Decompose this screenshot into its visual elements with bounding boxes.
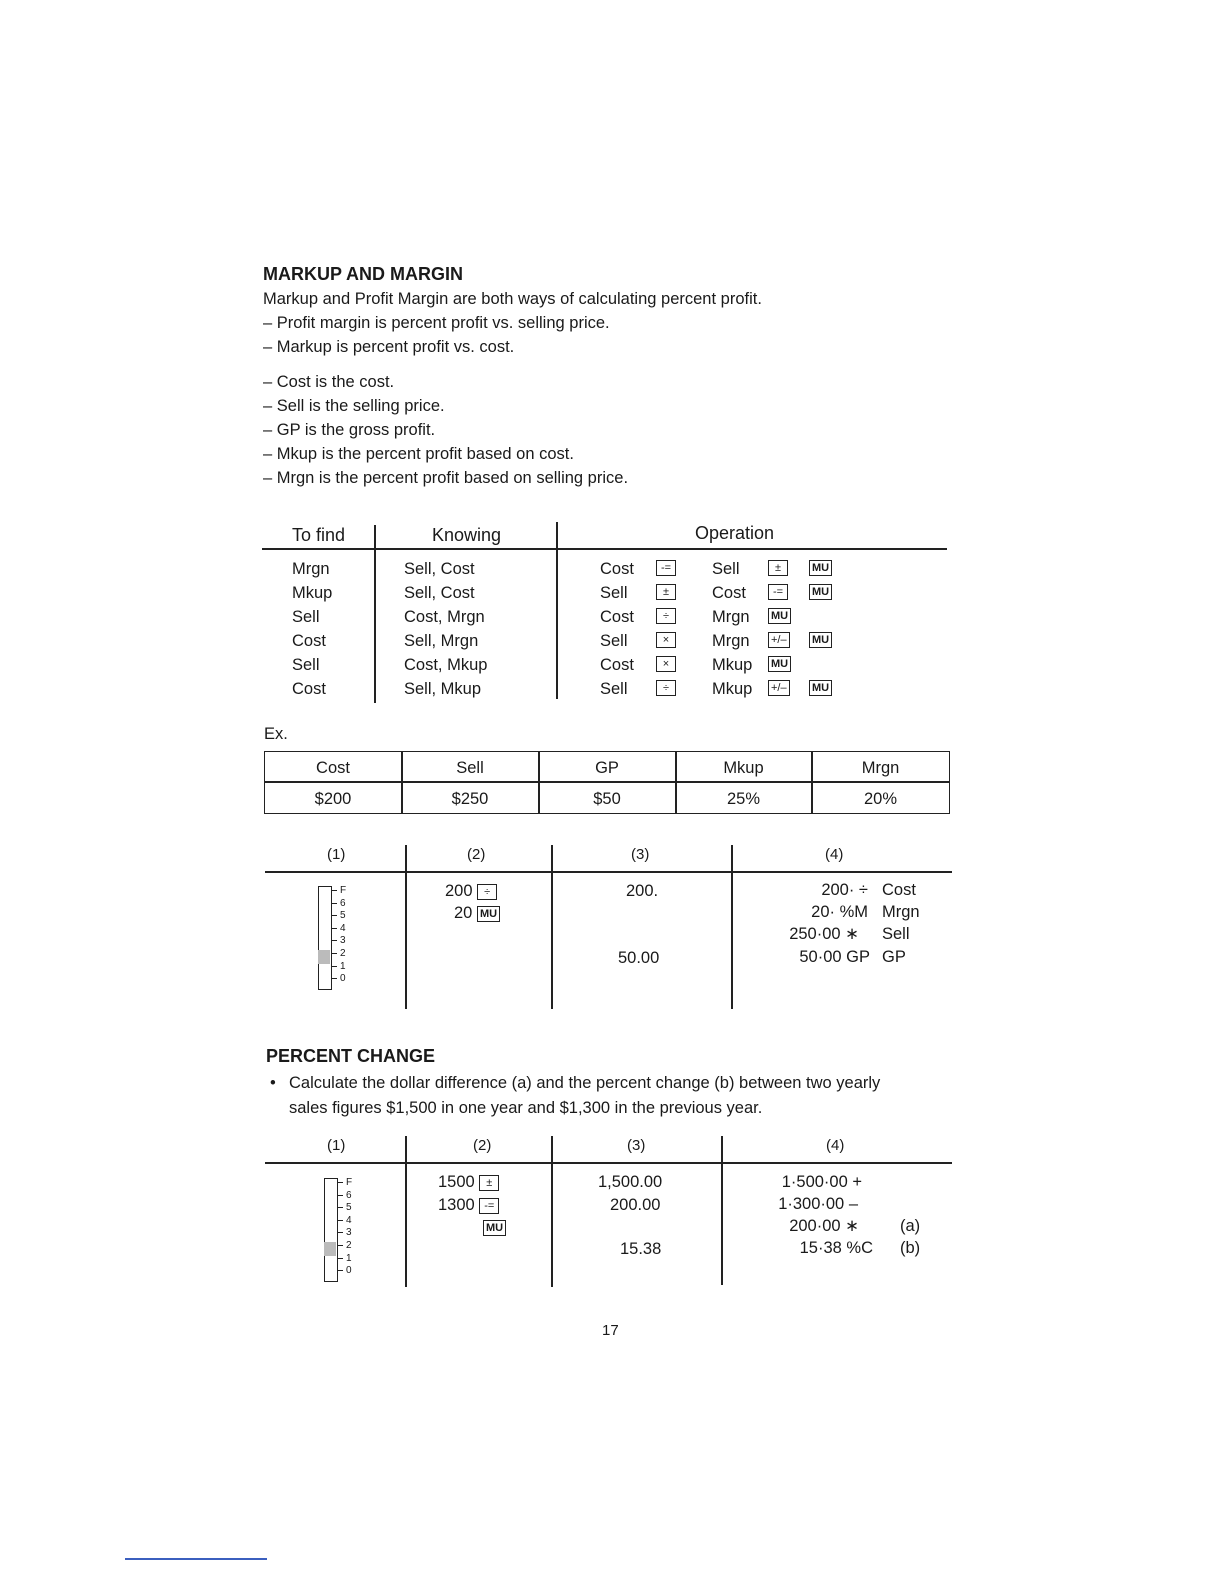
example-value-sell: $250 — [451, 790, 489, 808]
divide-key-icon: ÷ — [656, 608, 676, 624]
gauge-tick — [332, 978, 337, 979]
header-operation: Operation — [695, 523, 775, 543]
steps1-display: 50.00 — [618, 949, 660, 967]
footer-link-underline — [125, 1558, 267, 1560]
ops-find-cell: Mkup — [292, 584, 333, 602]
percent-change-text-1: Calculate the dollar difference (a) and the percent change (b) between two yearly — [289, 1074, 881, 1092]
mu-key-icon: MU — [809, 560, 832, 576]
mu-key-icon: MU — [768, 656, 791, 672]
steps1-entry — [454, 901, 500, 925]
bullet-sell: – Sell is the selling price. — [263, 397, 445, 415]
example-header-mrgn: Mrgn — [861, 759, 900, 777]
gauge-tick — [338, 1245, 343, 1246]
gauge-label: 2 — [346, 1240, 352, 1251]
steps2-display: 1,500.00 — [598, 1173, 663, 1191]
mu-key-icon: MU — [483, 1220, 506, 1236]
tape-value: 20· %M — [811, 903, 868, 921]
steps2-divider — [551, 1136, 553, 1287]
example-value-mrgn: 20% — [863, 790, 898, 808]
gauge-tick — [338, 1258, 343, 1259]
ops-operand-a: Sell — [600, 632, 628, 650]
tape-label: (b) — [900, 1239, 921, 1257]
gauge-selected-position — [324, 1242, 336, 1256]
gauge-tick — [338, 1195, 343, 1196]
example-header-gp: GP — [595, 759, 619, 777]
example-label: Ex. — [264, 725, 288, 743]
gauge-label: 3 — [340, 935, 346, 947]
ops-find-cell: Cost — [292, 680, 326, 698]
bullet-markup: – Markup is percent profit vs. cost. — [263, 338, 515, 356]
bullet-dot: • — [270, 1074, 276, 1092]
ops-operand-b: Mkup — [712, 680, 753, 698]
minus-equal-key-icon: -= — [768, 584, 788, 600]
steps1-header-rule — [265, 871, 952, 873]
percent-change-text-2: sales figures $1,500 in one year and $1,300 in the previous year. — [289, 1099, 763, 1117]
gauge-selected-position — [318, 950, 330, 964]
multiply-key-icon: × — [656, 656, 676, 672]
gauge-label: 0 — [340, 973, 346, 985]
entry-number: 200 — [445, 882, 473, 900]
steps1-divider — [551, 845, 553, 1009]
example-table — [264, 751, 950, 814]
minus-equal-key-icon: -= — [479, 1198, 499, 1214]
steps1-header-4: (4) — [825, 846, 844, 863]
gauge-label: 2 — [340, 948, 346, 959]
section-title-percent-change: PERCENT CHANGE — [266, 1046, 436, 1066]
ops-operand-a: Cost — [600, 560, 634, 578]
gauge-label: 4 — [340, 922, 346, 934]
ops-find-cell: Sell — [292, 608, 320, 626]
plus-equal-key-icon: ± — [656, 584, 676, 600]
page-number: 17 — [602, 1322, 619, 1339]
mu-key-icon: MU — [768, 608, 791, 624]
steps2-entry — [438, 1193, 499, 1217]
tape-label: Cost — [882, 881, 916, 899]
gauge-tick — [332, 940, 337, 941]
steps2-entry — [483, 1215, 506, 1239]
ops-knowing-cell: Sell, Cost — [404, 584, 475, 602]
minus-equal-key-icon: -= — [656, 560, 676, 576]
ops-knowing-cell: Sell, Mkup — [404, 680, 482, 698]
gauge-tick — [332, 966, 337, 967]
steps1-header-2: (2) — [467, 846, 486, 863]
plus-equal-key-icon: ± — [479, 1175, 499, 1191]
gauge-label: 5 — [346, 1202, 352, 1214]
ops-operand-b: Cost — [712, 584, 746, 602]
tape-value: 1·300·00 – — [778, 1195, 858, 1213]
bullet-cost: – Cost is the cost. — [263, 373, 395, 391]
intro-text: Markup and Profit Margin are both ways of calculating percent profit. — [263, 290, 762, 308]
divide-key-icon: ÷ — [656, 680, 676, 696]
ops-operand-a: Sell — [600, 584, 628, 602]
gauge-tick — [332, 890, 337, 891]
gauge-tick — [332, 928, 337, 929]
steps2-header-1: (1) — [327, 1137, 346, 1154]
gauge-tick — [338, 1270, 343, 1271]
example-value-gp: $50 — [593, 790, 621, 808]
gauge-label: 6 — [346, 1189, 352, 1201]
steps2-divider — [405, 1136, 407, 1287]
ops-operand-b: Mrgn — [712, 608, 750, 626]
section-title-markup-margin: MARKUP AND MARGIN — [263, 264, 463, 284]
tape-label: Mrgn — [882, 903, 920, 921]
steps1-entry — [445, 879, 497, 903]
gauge-label: 5 — [340, 910, 346, 922]
example-value-cost: $200 — [314, 790, 352, 808]
change-sign-key-icon: +/– — [768, 632, 790, 648]
gauge-tick — [338, 1220, 343, 1221]
bullet-profit-margin: – Profit margin is percent profit vs. selling price. — [263, 314, 610, 332]
example-header-mkup: Mkup — [723, 759, 764, 777]
ops-operand-b: Mkup — [712, 656, 753, 674]
steps1-divider — [405, 845, 407, 1009]
gauge-label: 4 — [346, 1214, 352, 1226]
bullet-mkup: – Mkup is the percent profit based on cost. — [263, 445, 574, 463]
ops-knowing-cell: Sell, Cost — [404, 560, 475, 578]
ops-find-cell: Sell — [292, 656, 320, 674]
example-row-rule — [265, 781, 949, 783]
ops-operand-a: Cost — [600, 608, 634, 626]
steps1-display: 200. — [626, 882, 659, 900]
plus-equal-key-icon: ± — [768, 560, 788, 576]
steps2-header-4: (4) — [826, 1137, 845, 1154]
steps2-header-rule — [265, 1162, 952, 1164]
tape-label: Sell — [882, 925, 910, 943]
ops-operand-b: Mrgn — [712, 632, 750, 650]
ops-knowing-cell: Sell, Mrgn — [404, 632, 479, 650]
steps2-display: 200.00 — [610, 1196, 661, 1214]
tape-value: 200·00 ∗ — [789, 1217, 859, 1235]
steps2-header-3: (3) — [627, 1137, 646, 1154]
gauge-label: 1 — [346, 1252, 352, 1264]
gauge-tick — [332, 915, 337, 916]
steps1-divider — [731, 845, 733, 1009]
ops-header-rule — [262, 548, 947, 550]
ops-find-cell: Cost — [292, 632, 326, 650]
gauge-bar — [324, 1178, 338, 1282]
ops-knowing-cell: Cost, Mrgn — [404, 608, 485, 626]
steps2-divider — [721, 1136, 723, 1285]
mu-key-icon: MU — [809, 632, 832, 648]
bullet-mrgn: – Mrgn is the percent profit based on selling price. — [263, 469, 629, 487]
gauge-label: 3 — [346, 1227, 352, 1239]
mu-key-icon: MU — [477, 906, 500, 922]
ops-find-cell: Mrgn — [292, 560, 330, 578]
entry-number: 1500 — [438, 1173, 475, 1191]
example-header-sell: Sell — [456, 759, 484, 777]
example-value-mkup: 25% — [726, 790, 761, 808]
bullet-gp: – GP is the gross profit. — [263, 421, 436, 439]
gauge-label: 6 — [340, 897, 346, 909]
gauge-tick — [332, 953, 337, 954]
gauge-tick — [332, 903, 337, 904]
gauge-label: F — [346, 1177, 353, 1188]
tape-value: 50·00 GP — [799, 948, 870, 966]
ops-knowing-cell: Cost, Mkup — [404, 656, 488, 674]
divide-key-icon: ÷ — [477, 884, 497, 900]
mu-key-icon: MU — [809, 584, 832, 600]
tape-value: 200· ÷ — [821, 881, 868, 899]
steps2-header-2: (2) — [473, 1137, 492, 1154]
entry-number: 1300 — [438, 1196, 475, 1214]
ops-operand-a: Sell — [600, 680, 628, 698]
gauge-tick — [338, 1182, 343, 1183]
multiply-key-icon: × — [656, 632, 676, 648]
change-sign-key-icon: +/– — [768, 680, 790, 696]
steps2-display: 15.38 — [620, 1240, 662, 1258]
tape-value: 250·00 ∗ — [789, 925, 859, 943]
ops-divider-2 — [556, 522, 558, 699]
steps2-entry — [438, 1170, 499, 1194]
ops-divider-1 — [374, 525, 376, 703]
gauge-tick — [338, 1232, 343, 1233]
gauge-bar — [318, 886, 332, 990]
ops-operand-a: Cost — [600, 656, 634, 674]
mu-key-icon: MU — [809, 680, 832, 696]
header-to-find: To find — [292, 525, 346, 545]
tape-value: 1·500·00 + — [781, 1173, 862, 1191]
tape-value: 15·38 %C — [799, 1239, 873, 1257]
entry-number: 20 — [454, 904, 473, 922]
gauge-label: 0 — [346, 1265, 352, 1277]
steps1-header-3: (3) — [631, 846, 650, 863]
gauge-tick — [338, 1207, 343, 1208]
gauge-label: F — [340, 885, 347, 896]
steps1-header-1: (1) — [327, 846, 346, 863]
gauge-label: 1 — [340, 960, 346, 972]
example-header-cost: Cost — [316, 759, 350, 777]
tape-label: GP — [882, 948, 906, 966]
tape-label: (a) — [900, 1217, 921, 1235]
ops-operand-b: Sell — [712, 560, 740, 578]
header-knowing: Knowing — [432, 525, 502, 545]
